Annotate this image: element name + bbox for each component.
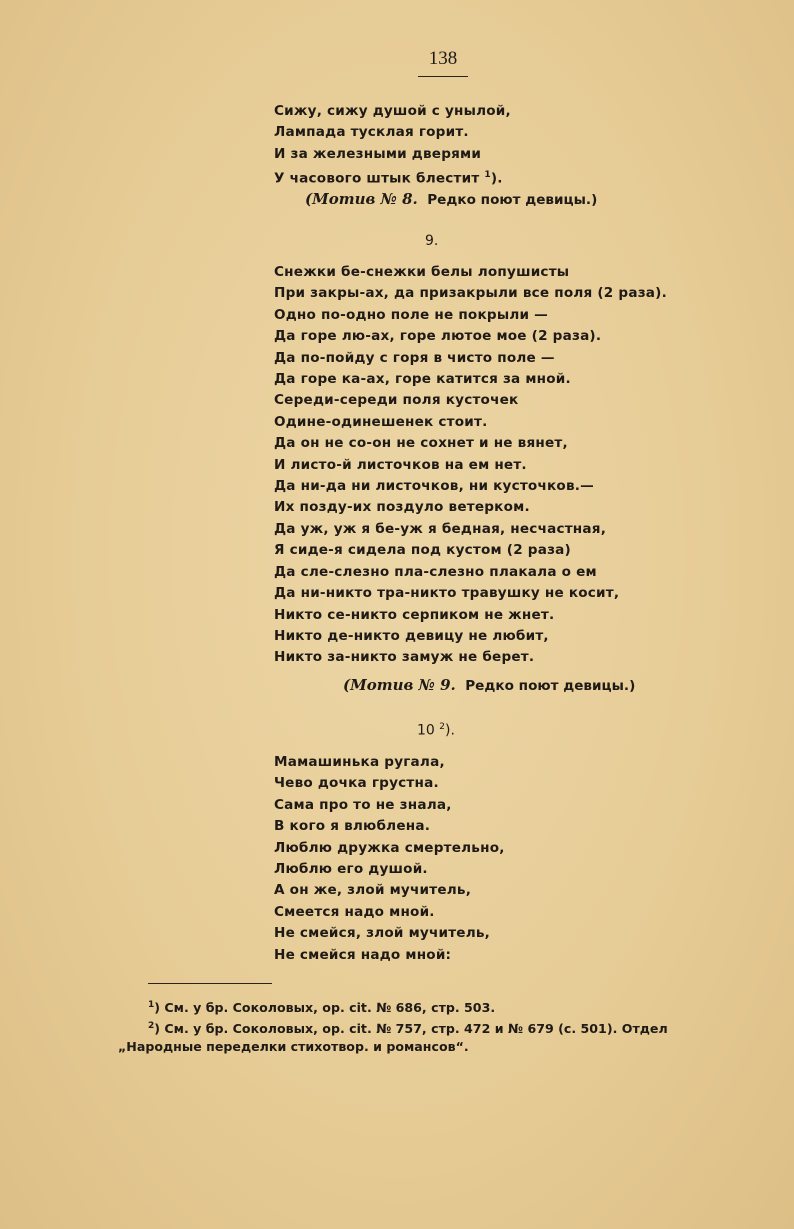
motive-label: (Мотив № 8. — [305, 190, 418, 208]
song-9-verse — [274, 262, 667, 669]
verse-line: В кого я влюблена. — [274, 818, 431, 835]
song-9-heading: 9. — [425, 233, 439, 249]
verse-line: Их позду-их поздуло ветерком. — [274, 499, 530, 516]
verse-line: Лампада тусклая горит. — [274, 124, 469, 141]
footnotes — [118, 996, 748, 1056]
verse-line: Я сиде-я сидела под кустом (2 раза) — [274, 542, 571, 559]
verse-line: Да сле-слезно пла-слезно плакала о ем — [274, 563, 597, 580]
footnote-divider — [148, 983, 272, 984]
verse-line: Да по-пойду с горя в чисто поле — — [274, 349, 555, 366]
verse-8-end — [274, 101, 511, 190]
footnote-text: ) См. у бр. Соколовых, ор. cit. № 757, стр. 472 и № 679 (с. 501). Отдел — [154, 1021, 668, 1037]
footnote-mark: 1 — [148, 1000, 155, 1010]
song-10-heading — [417, 722, 455, 739]
page-number-rule — [418, 76, 468, 77]
verse-line: Да он не со-он не сохнет и не вянет, — [274, 435, 568, 452]
verse-line: Смеется надо мной. — [274, 903, 435, 920]
verse-line-end: ). — [490, 170, 503, 187]
song-10-verse — [274, 752, 505, 966]
footnote-2 — [118, 1017, 748, 1038]
verse-line: Сижу, сижу душой с унылой, — [274, 103, 511, 119]
page-number: 138 — [428, 48, 458, 69]
motive-note-9 — [343, 676, 635, 694]
verse-line: И за железными дверями — [274, 145, 482, 162]
verse-line: Сама про то не знала, — [274, 796, 452, 813]
verse-line: Одно по-одно поле не покрыли — — [274, 306, 548, 323]
verse-line: Люблю его душой. — [274, 861, 428, 878]
footnote-mark: 2 — [148, 1021, 155, 1032]
motive-text: Редко поют девицы.) — [465, 678, 636, 694]
verse-line: Одине-одинешенек стоит. — [274, 413, 488, 430]
motive-text: Редко поют девицы.) — [427, 192, 598, 208]
verse-line: А он же, злой мучитель, — [274, 882, 472, 899]
verse-line: Мамашинька ругала, — [274, 754, 445, 770]
verse-line: Да горе лю-ах, горе лютое мое (2 раза). — [274, 328, 602, 345]
motive-label: (Мотив № 9. — [343, 676, 456, 694]
verse-line: Да ни-да ни листочков, ни кусточков.— — [274, 478, 594, 495]
verse-line: Никто за-никто замуж не берет. — [274, 649, 535, 666]
verse-line: Да горе ка-ах, горе катится за мной. — [274, 371, 571, 388]
verse-line: Да уж, уж я бе-уж я бедная, несчастная, — [274, 520, 607, 537]
footnote-2-continuation: „Народные переделки стихотвор. и романсов“. — [118, 1039, 469, 1055]
verse-line — [274, 165, 511, 190]
verse-line: Никто се-никто серпиком не жнет. — [274, 606, 555, 623]
verse-line: Середи-середи поля кусточек — [274, 392, 519, 409]
verse-line: Чево дочка грустна. — [274, 775, 439, 792]
heading-end: ). — [445, 722, 455, 739]
footnote-1 — [118, 996, 748, 1017]
verse-line: Люблю дружка смертельно, — [274, 839, 505, 856]
footnote-text: ) См. у бр. Соколовых, ор. cit. № 686, стр. 503. — [154, 1000, 496, 1016]
footnote-ref: 1 — [484, 170, 491, 181]
verse-line: Снежки бе-снежки белы лопушисты — [274, 264, 570, 280]
verse-line: И листо-й листочков на ем нет. — [274, 456, 527, 473]
verse-line-text: У часового штык блестит — [274, 170, 480, 187]
verse-line: При закры-ах, да призакрыли все поля (2 раза). — [274, 285, 667, 302]
verse-line: Никто де-никто девицу не любит, — [274, 627, 549, 644]
verse-line: Не смейся надо мной: — [274, 946, 452, 963]
footnote-ref: 2 — [439, 722, 446, 732]
verse-line: Не смейся, злой мучитель, — [274, 925, 491, 942]
song-number: 10 — [417, 722, 435, 739]
motive-note-8 — [305, 190, 597, 208]
verse-line: Да ни-никто тра-никто травушку не косит, — [274, 585, 620, 602]
